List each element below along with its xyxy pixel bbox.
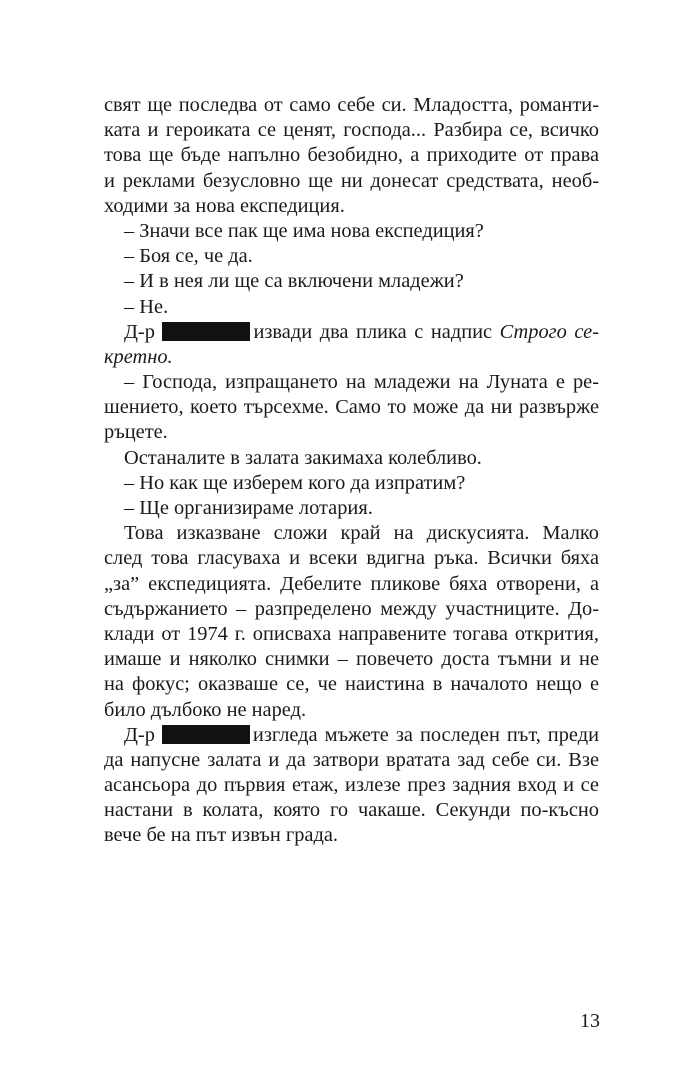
italic-text: кретно. bbox=[104, 345, 173, 368]
text-line: клади от 1974 г. описваха направените тогава открития, bbox=[104, 622, 599, 645]
title-prefix: Д-р bbox=[124, 723, 155, 746]
text-line: Останалите в залата закимаха колебливо. bbox=[124, 446, 482, 469]
text-line: и реклами безусловно ще ни донесат средствата, необ- bbox=[104, 169, 599, 192]
text-line: имаше и няколко снимки – повечето доста тъмни и не bbox=[104, 648, 599, 671]
dialogue-line: – Не. bbox=[124, 295, 169, 318]
page-body bbox=[104, 93, 599, 849]
redaction-bar bbox=[162, 725, 250, 744]
text-line: след това гласуваха и всеки вдигна ръка. Всички бяха bbox=[104, 547, 599, 570]
text-line: на фокус; оказваше се, че наистина в началото нещо е bbox=[104, 673, 599, 696]
dialogue-line: – И в нея ли ще са включени младежи? bbox=[124, 270, 464, 293]
title-prefix: Д-р bbox=[124, 320, 155, 343]
text-line: ръцете. bbox=[104, 421, 168, 444]
dialogue-line: – Господа, изпращането на младежи на Луната е ре- bbox=[124, 371, 599, 394]
text-line-redacted bbox=[104, 320, 599, 345]
text-line: „за” експедицията. Дебелите пликове бяха отворени, а bbox=[104, 572, 599, 595]
redaction-bar bbox=[162, 322, 250, 341]
text-line bbox=[104, 345, 599, 370]
text-line: вече бе на път извън града. bbox=[104, 824, 339, 847]
dialogue-line: – Ще организираме лотария. bbox=[124, 497, 373, 519]
dialogue-line: – Но как ще изберем кого да изпратим? bbox=[124, 471, 466, 494]
text-line-redacted bbox=[104, 723, 599, 748]
page-number: 13 bbox=[580, 1010, 600, 1032]
text-segment: изгледа мъжете за последен път, преди bbox=[252, 723, 599, 746]
text-line: било дълбоко не наред. bbox=[104, 698, 307, 721]
text-segment: извади два плика с надпис bbox=[253, 320, 493, 343]
text-line: настани в колата, която го чакаше. Секунди по-късно bbox=[104, 799, 599, 822]
italic-text: Строго се- bbox=[499, 320, 599, 343]
text-line: свят ще последва от само себе си. Младостта, романти- bbox=[104, 94, 599, 116]
text-line: ката и героиката се ценят, господа... Разбира се, всичко bbox=[104, 119, 599, 142]
text-line: съдържанието – разпределено между участниците. До- bbox=[104, 597, 599, 620]
text-line: ходими за нова експедиция. bbox=[104, 194, 345, 217]
text-line: да напусне залата и да затвори вратата зад себе си. Взе bbox=[104, 748, 599, 771]
dialogue-line: – Боя се, че да. bbox=[124, 245, 253, 268]
text-line: асансьора до първия етаж, излезе през задния вход и се bbox=[104, 774, 599, 797]
text-line: шението, което търсехме. Само то може да ни развърже bbox=[104, 396, 599, 419]
text-line: Това изказване сложи край на дискусията. Малко bbox=[124, 522, 599, 545]
text-line: това ще бъде напълно безобидно, а приходите от права bbox=[104, 144, 599, 167]
dialogue-line: – Значи все пак ще има нова експедиция? bbox=[124, 219, 484, 242]
